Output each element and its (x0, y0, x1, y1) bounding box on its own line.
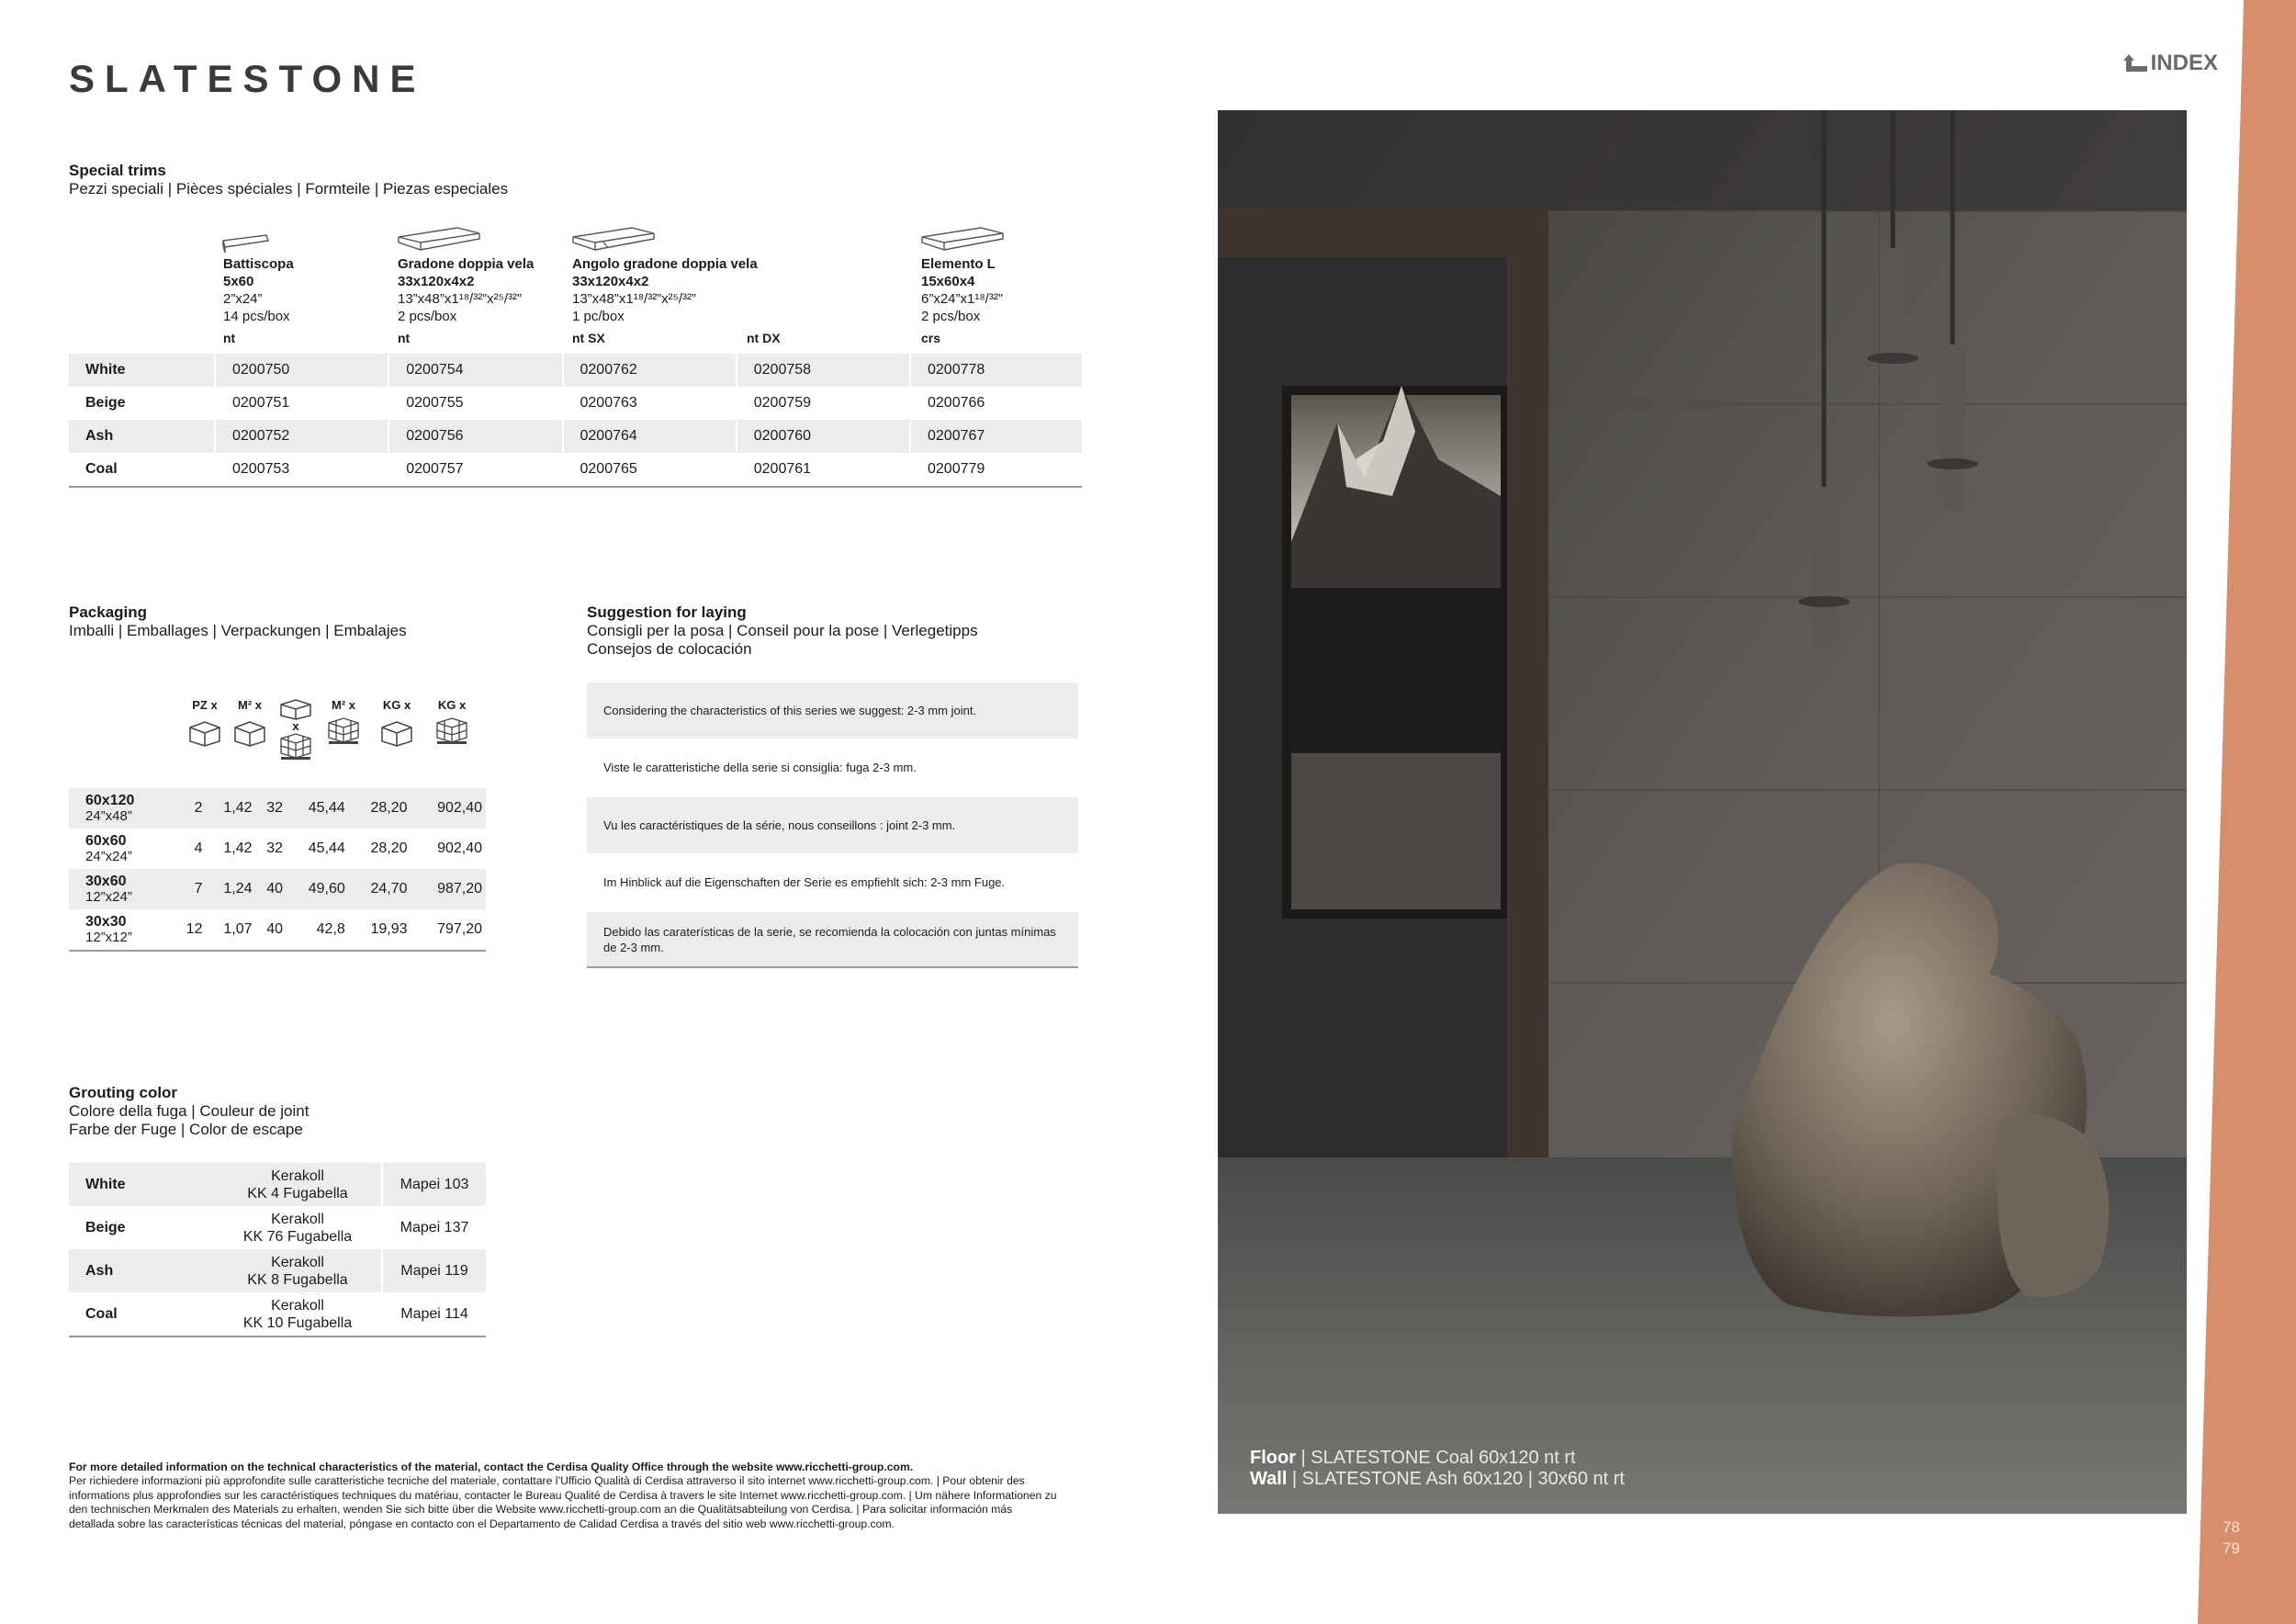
value-cell: 7 (175, 869, 207, 909)
value-cell: 45,44 (308, 840, 345, 856)
value-cell: 40 (256, 909, 287, 951)
mapei-cell: Mapei 119 (382, 1249, 486, 1292)
value-cell: 987,20 (411, 869, 486, 909)
suggestion-item: Viste le caratteristiche della serie si consiglia: fuga 2-3 mm. (603, 761, 917, 774)
brand-title: SLATESTONE (69, 57, 426, 100)
index-label: INDEX (2150, 51, 2218, 75)
trim-col-gradone: Gradone doppia vela 33x120x4x2 13”x48”x1¹⁸/³²”x²⁵/³²” 2 pcs/box (398, 256, 535, 324)
trim-col-elemento-l: Elemento L 15x60x4 6”x24”x1¹⁸/³²” 2 pcs/box (921, 256, 1003, 324)
packaging-subtitle: Imballi | Emballages | Verpackungen | Embalajes (69, 622, 407, 639)
value-cell: 902,40 (411, 788, 486, 829)
suggestion-item: Considering the characteristics of this series we suggest: 2-3 mm joint. (587, 682, 1078, 739)
suggestion-item: Im Hinblick auf die Eigenschaften der Serie es empfiehlt sich: 2-3 mm Fuge. (603, 875, 1006, 889)
suggestion-item: Vu les caractéristiques de la série, nous conseillons : joint 2-3 mm. (587, 797, 1078, 853)
value-cell: 797,20 (411, 909, 486, 951)
value-cell: 32 (256, 788, 287, 829)
row-color: Beige (85, 395, 126, 411)
code-cell: 0200765 (563, 453, 737, 487)
code-cell: 0200766 (910, 387, 1082, 420)
code-cell: 0200758 (737, 354, 910, 387)
suggestion-item: Debido las caraterísticas de la serie, se recomienda la colocación con juntas mínimas de 2-3 mm. (587, 912, 1078, 968)
variant-label: nt DX (747, 331, 781, 345)
trim-col-angolo: Angolo gradone doppia vela 33x120x4x2 13”x48”x1¹⁸/³²”x²⁵/³²” 1 pc/box (572, 256, 758, 324)
variant-label: crs (921, 331, 941, 345)
size-cell: 30x60 12”x24” (69, 869, 175, 909)
pack-header-kg: KG x (378, 698, 415, 750)
code-cell: 0200750 (215, 354, 388, 387)
trims-subtitle: Pezzi speciali | Pièces spéciales | Formteile | Piezas especiales (69, 180, 509, 197)
suggestion-title: Suggestion for laying (587, 603, 747, 621)
mapei-cell: Mapei 103 (382, 1163, 486, 1206)
code-cell: 0200752 (215, 420, 388, 453)
code-cell: 0200756 (388, 420, 562, 453)
wall-text: | SLATESTONE Ash 60x120 | 30x60 nt rt (1287, 1469, 1625, 1489)
size-cell: 60x60 24”x24” (85, 833, 132, 864)
footnote-bold: For more detailed information on the technical characteristics of the material, contact the Cerdisa Quality Office through the website www.ricchetti-group.com. (69, 1460, 914, 1473)
code-cell: 0200778 (910, 354, 1082, 387)
row-color: Beige (85, 1220, 126, 1235)
value-cell: 902,40 (437, 840, 482, 856)
suggestion-subtitle: Consigli per la posa | Conseil pour la pose | Verlegetipps (587, 622, 978, 639)
trims-title: Special trims (69, 162, 166, 179)
trim-col-battiscopa: Battiscopa 5x60 2”x24” 14 pcs/box (223, 256, 294, 324)
value-cell: 45,44 (287, 788, 349, 829)
pack-header-m2-pallet: M² x (325, 698, 362, 748)
pack-header-boxes: x (277, 698, 314, 763)
pack-header-m2: M² x (233, 698, 266, 750)
value-cell: 28,20 (370, 840, 408, 856)
variant-label: nt SX (572, 331, 605, 345)
value-cell: 24,70 (349, 869, 411, 909)
floor-label: Floor (1250, 1448, 1296, 1468)
value-cell: 4 (194, 840, 203, 856)
wall-label: Wall (1250, 1469, 1288, 1489)
row-color: Ash (69, 420, 215, 453)
footnote-text: Per richiedere informazioni più approfondite sulle caratteristiche tecniche del materiale, contattare l’Ufficio Qualità di Cerdisa attraverso il sito internet www.ricchetti-group.com. | Pour obtenir des informations plus approfondies sur les caractéristiques techniques du matériau, contacter le Bureau Qualité de Cerdisa à travers le site Internet www.ricchetti-group.com. | Um nähere Informationen zu den technischen Merkmalen des Materials zu erhalten, wenden Sie sich bitte über die Website www.ricchetti-group.com an die Qualitätsabteilung von Cerdisa. | Para solicitar información más detallada sobre las características técnicas del material, póngase en contacto con el Departamento de Calidad Cerdisa a través del sitio web www.ricchetti-group.com. (69, 1474, 1057, 1530)
row-color: Coal (69, 1292, 214, 1336)
packaging-title: Packaging (69, 603, 148, 621)
value-cell: 49,60 (287, 869, 349, 909)
code-cell: 0200767 (910, 420, 1082, 453)
code-cell: 0200760 (737, 420, 910, 453)
pack-header-pz: PZ x (188, 698, 221, 750)
value-cell: 2 (175, 788, 207, 829)
code-cell: 0200754 (388, 354, 562, 387)
kerakoll-cell: Kerakoll KK 10 Fugabella (214, 1292, 382, 1336)
code-cell: 0200779 (910, 453, 1082, 487)
value-cell: 1,42 (206, 788, 255, 829)
value-cell: 1,42 (223, 840, 253, 856)
value-cell: 12 (175, 909, 207, 951)
kerakoll-cell: Kerakoll KK 4 Fugabella (214, 1163, 382, 1206)
value-cell: 28,20 (349, 788, 411, 829)
size-cell: 30x30 12”x12” (69, 909, 175, 951)
grout-title: Grouting color (69, 1084, 178, 1101)
code-cell: 0200762 (563, 354, 737, 387)
floor-text: | SLATESTONE Coal 60x120 nt rt (1296, 1448, 1576, 1468)
value-cell: 1,24 (206, 869, 255, 909)
code-cell: 0200757 (388, 453, 562, 487)
kerakoll-cell: Kerakoll KK 76 Fugabella (242, 1211, 353, 1245)
row-color: Ash (69, 1249, 214, 1292)
variant-label: nt (398, 331, 411, 345)
code-cell: 0200761 (737, 453, 910, 487)
page-number: 78 (2223, 1518, 2240, 1536)
grout-subtitle: Colore della fuga | Couleur de joint (69, 1102, 310, 1120)
mapei-cell: Mapei 114 (382, 1292, 486, 1336)
value-cell: 42,8 (287, 909, 349, 951)
value-cell: 1,07 (206, 909, 255, 951)
mapei-cell: Mapei 137 (382, 1206, 486, 1249)
kerakoll-cell: Kerakoll KK 8 Fugabella (214, 1249, 382, 1292)
size-cell: 60x120 24”x48” (69, 788, 175, 829)
grout-subtitle-2: Farbe der Fuge | Color de escape (69, 1121, 303, 1138)
code-cell: 0200759 (737, 387, 910, 420)
page-number: 79 (2223, 1539, 2240, 1557)
row-color: White (69, 1163, 214, 1206)
value-cell: 32 (266, 840, 284, 856)
row-color: Coal (69, 453, 215, 487)
value-cell: 40 (256, 869, 287, 909)
code-cell: 0200763 (563, 387, 737, 420)
suggestion-subtitle-2: Consejos de colocación (587, 640, 752, 658)
pack-header-kg-pallet: KG x (433, 698, 470, 748)
code-cell: 0200764 (563, 420, 737, 453)
code-cell: 0200755 (388, 387, 562, 420)
value-cell: 19,93 (349, 909, 411, 951)
code-cell: 0200753 (215, 453, 388, 487)
code-cell: 0200751 (215, 387, 388, 420)
variant-label: nt (223, 331, 236, 345)
row-color: White (69, 354, 215, 387)
